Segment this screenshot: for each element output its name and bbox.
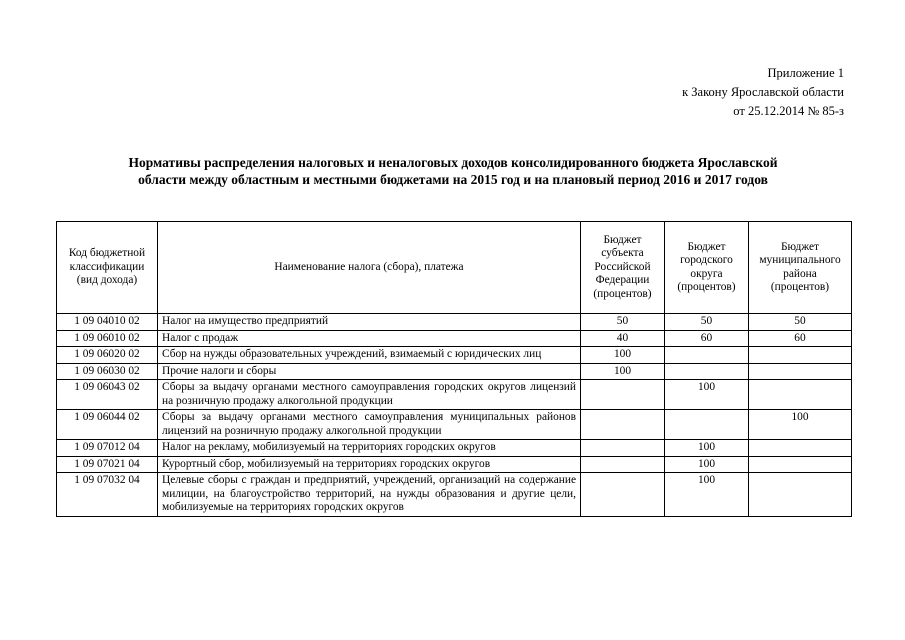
row-district-value [749, 456, 852, 473]
table-row [57, 440, 852, 457]
header-name: Наименование налога (сбора), платежа [158, 222, 581, 314]
table-row [57, 380, 852, 410]
row-name: Налог с продаж [158, 330, 581, 347]
table-row [57, 330, 852, 347]
table-row [57, 456, 852, 473]
title-line-2: области между областным и местными бюджетами на 2015 год и на плановый период 2016 и 2017 годов [138, 172, 768, 187]
row-district-value [749, 473, 852, 517]
row-code: 1 09 06020 02 [57, 347, 158, 364]
row-code: 1 09 06030 02 [57, 363, 158, 380]
row-subject-value [581, 380, 665, 410]
row-city-value [665, 363, 749, 380]
row-name: Сборы за выдачу органами местного самоуправления муниципальных районов лицензий на розничную продажу алкогольной продукции [158, 410, 581, 440]
row-district-value: 60 [749, 330, 852, 347]
row-code: 1 09 06010 02 [57, 330, 158, 347]
row-city-value: 100 [665, 380, 749, 410]
appendix-date: от 25.12.2014 № 85-з [733, 104, 844, 118]
row-subject-value [581, 473, 665, 517]
row-district-value: 100 [749, 410, 852, 440]
header-code: Код бюджетной классификации (вид дохода) [57, 222, 158, 314]
row-subject-value [581, 410, 665, 440]
table-row [57, 363, 852, 380]
table-header-row [57, 222, 852, 314]
row-subject-value: 40 [581, 330, 665, 347]
header-subject-budget: Бюджет субъекта Российской Федерации (процентов) [581, 222, 665, 314]
row-name: Сборы за выдачу органами местного самоуправления городских округов лицензий на розничную продажу алкогольной продукции [158, 380, 581, 410]
distribution-table [56, 221, 852, 517]
row-city-value: 100 [665, 473, 749, 517]
row-subject-value: 50 [581, 314, 665, 331]
row-code: 1 09 04010 02 [57, 314, 158, 331]
row-subject-value [581, 456, 665, 473]
row-name: Налог на рекламу, мобилизуемый на территориях городских округов [158, 440, 581, 457]
row-district-value: 50 [749, 314, 852, 331]
row-code: 1 09 07032 04 [57, 473, 158, 517]
row-name: Сбор на нужды образовательных учреждений, взимаемый с юридических лиц [158, 347, 581, 364]
row-code: 1 09 07021 04 [57, 456, 158, 473]
header-city-budget: Бюджет городского округа (процентов) [665, 222, 749, 314]
table-row [57, 473, 852, 517]
table-row [57, 347, 852, 364]
row-subject-value: 100 [581, 347, 665, 364]
row-city-value: 60 [665, 330, 749, 347]
row-subject-value [581, 440, 665, 457]
title-line-1: Нормативы распределения налоговых и неналоговых доходов консолидированного бюджета Ярославской [128, 155, 778, 170]
row-district-value [749, 440, 852, 457]
row-name: Налог на имущество предприятий [158, 314, 581, 331]
row-district-value [749, 380, 852, 410]
row-city-value: 100 [665, 440, 749, 457]
appendix-law: к Закону Ярославской области [682, 85, 844, 99]
row-name: Целевые сборы с граждан и предприятий, учреждений, организаций на содержание милиции, на благоустройство территорий, на нужды образования и другие цели, мобилизуемые на территориях городских округов [158, 473, 581, 517]
row-city-value: 100 [665, 456, 749, 473]
row-code: 1 09 06043 02 [57, 380, 158, 410]
table-row [57, 410, 852, 440]
row-city-value: 50 [665, 314, 749, 331]
appendix-header [682, 64, 844, 121]
row-district-value [749, 363, 852, 380]
header-district-budget: Бюджет муниципального района (процентов) [749, 222, 852, 314]
row-district-value [749, 347, 852, 364]
appendix-number: Приложение 1 [767, 66, 844, 80]
document-title [50, 154, 856, 188]
row-city-value [665, 347, 749, 364]
row-code: 1 09 06044 02 [57, 410, 158, 440]
row-code: 1 09 07012 04 [57, 440, 158, 457]
row-name: Прочие налоги и сборы [158, 363, 581, 380]
row-city-value [665, 410, 749, 440]
table-row [57, 314, 852, 331]
row-name: Курортный сбор, мобилизуемый на территориях городских округов [158, 456, 581, 473]
row-subject-value: 100 [581, 363, 665, 380]
